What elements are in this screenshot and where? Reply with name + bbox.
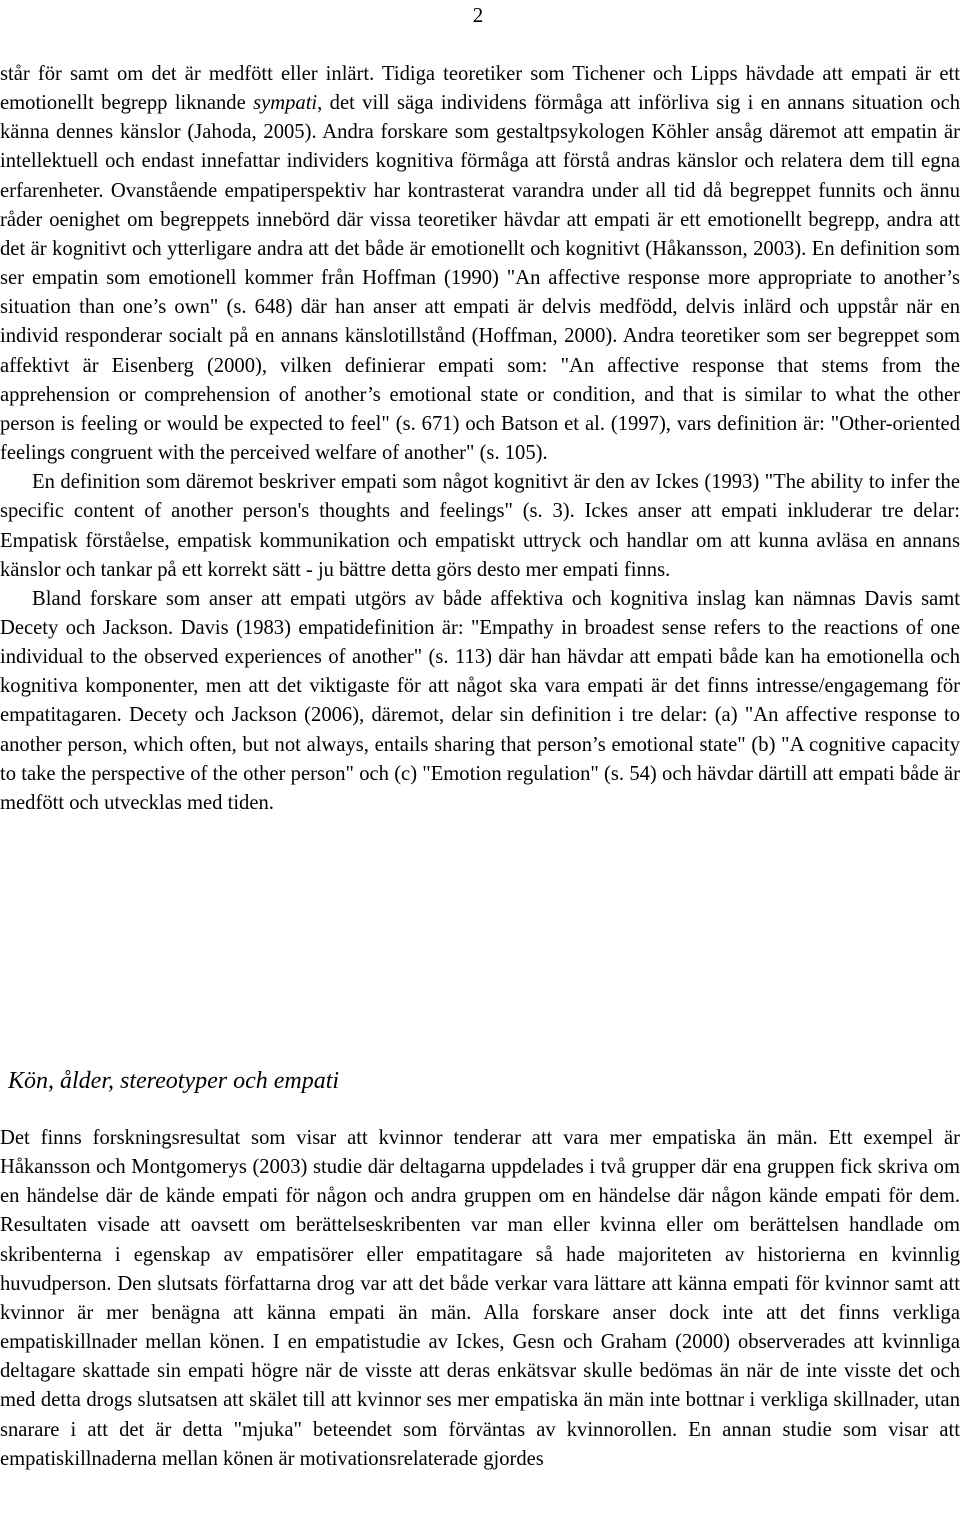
paragraph-2: En definition som däremot beskriver empati som något kognitivt är den av Ickes (1993) "The ability to infer the specific content of another person's thoughts and feelings" (s. 3). Ickes anser att empati inkluderar tre delar: Empatisk förståelse, empatisk kommunikation och empatiskt uttryck och handlar om att kunna avläsa en annans känslor och tankar på ett korrekt sätt - ju bättre detta görs desto mer empati finns.	[0, 471, 960, 581]
page-number: 2	[472, 3, 484, 27]
section-heading: Kön, ålder, stereotyper och empati	[8, 1068, 340, 1094]
paragraph-1-part-b: , det vill säga individens förmåga att införliva sig i en annans situation och känna dennes känslor (Jahoda, 2005). Andra forskare som gestaltpsykologen Köhler ansåg däremot att empatin är intellektuell och endast innefattar individers kognitiva förmåga att förstå andras känslor och relatera dem till egna erfarenheter. Ovanstående empatiperspektiv har kontrasterat varandra under all tid då begreppet funnits och ännu råder oenighet om begreppets innebörd där vissa teoretiker hävdar att empati är ett emotionellt begrepp, andra att det är kognitivt och ytterligare andra att det både är emotionellt och kognitivt (Håkansson, 2003). En definition som ser empatin som emotionell kommer från Hoffman (1990) "An affective response more appropriate to another’s situation than one’s own" (s. 648) där han anser att empati är delvis medfödd, delvis inlärd och uppstår när en individ responderar socialt på en annans känslotillstånd (Hoffman, 2000). Andra teoretiker som ser begreppet som affektivt är Eisenberg (2000), vilken definierar empati som: "An affective response that stems from the apprehension or comprehension of another’s emotional state or condition, and that is similar to what the other person is feeling or would be expected to feel" (s. 671) och Batson et al. (1997), vars definition är: "Other-oriented feelings congruent with the perceived welfare of another" (s. 105).	[0, 92, 960, 465]
paragraph-1	[0, 60, 960, 468]
body-text-block	[0, 60, 960, 818]
paragraph-1-part-a: står för samt om det är medfött eller inlärt. Tidiga teoretiker som Tichener och Lipps hävdade att empati är ett emotionellt begrepp liknande	[0, 63, 960, 115]
emphasis-sympati: sympati	[253, 92, 318, 115]
section-paragraph-1: Det finns forskningsresultat som visar att kvinnor tenderar att vara mer empatiska än män. Ett exempel är Håkansson och Montgomerys (2003) studie där deltagarna uppdelades i två grupper där ena gruppen fick skriva om en händelse där de kände empati för någon och andra gruppen om en händelse där någon kände empati för dem. Resultaten visade att oavsett om berättelseskribenten var man eller kvinna eller om berättelsen handlade om skribenterna i egenskap av empatisörer eller empatitagare så hade majoriteten av historierna en kvinnlig huvudperson. Den slutsats författarna drog var att det både verkar vara lättare att känna empati för kvinnor samt att kvinnor är mer benägna att känna empati än män. Alla forskare anser dock inte att det finns verkliga empatiskillnader mellan könen. I en empatistudie av Ickes, Gesn och Graham (2000) observerades att kvinnliga deltagare skattade sin empati högre när de visste att deras enkätsvar skulle bedömas än när de inte visste det och med detta drogs slutsatsen att skälet till att kvinnor ses mer empatiska än män inte bottnar i verkliga skillnader, utan snarare i att det är detta "mjuka" beteendet som förväntas av kvinnorollen. En annan studie som visar att empatiskillnaderna mellan könen är motivationsrelaterade gjordes	[0, 1127, 960, 1470]
paragraph-3: Bland forskare som anser att empati utgörs av både affektiva och kognitiva inslag kan nämnas Davis samt Decety och Jackson. Davis (1983) empatidefinition är: "Empathy in broadest sense refers to the reactions of one individual to the observed experiences of another" (s. 113) där han hävdar att empati både kan ha emotionella och kognitiva komponenter, men att det viktigaste för att något ska vara empati är det finns intresse/engagemang för empatitagaren. Decety och Jackson (2006), däremot, delar sin definition i tre delar: (a) "An affective response to another person, which often, but not always, entails sharing that person’s emotional state" (b) "A cognitive capacity to take the perspective of the other person" och (c) "Emotion regulation" (s. 54) och hävdar därtill att empati både är medfött och utvecklas med tiden.	[0, 587, 960, 814]
section-body	[0, 1124, 960, 1474]
